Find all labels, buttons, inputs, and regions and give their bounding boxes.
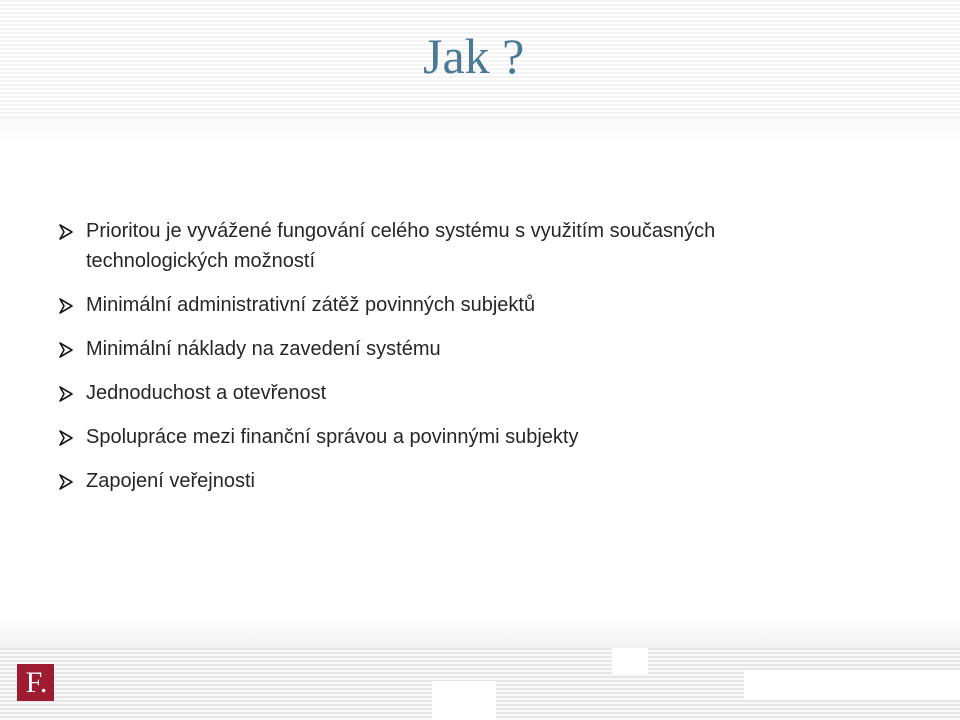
footer-block — [744, 670, 960, 700]
list-item — [58, 422, 918, 452]
footer-block — [612, 648, 648, 674]
arrowhead-bullet-icon — [58, 474, 74, 490]
arrowhead-bullet-icon — [58, 430, 74, 446]
bullet-text: Minimální náklady na zavedení systému — [86, 338, 441, 360]
list-item — [58, 290, 918, 320]
bullet-text: Zapojení veřejnosti — [86, 470, 255, 492]
footer-block — [432, 681, 496, 720]
bullet-text: Spolupráce mezi finanční správou a povinnými subjekty — [86, 426, 579, 448]
arrowhead-bullet-icon — [58, 386, 74, 402]
bullet-text: Jednoduchost a otevřenost — [86, 382, 327, 404]
list-item — [58, 378, 918, 408]
list-item — [58, 334, 918, 364]
list-item — [58, 466, 918, 496]
bullet-text: Minimální administrativní zátěž povinných subjektů — [86, 294, 536, 316]
slide-title: Jak ? — [423, 28, 525, 84]
bullet-list — [58, 216, 918, 510]
footer-fade — [0, 620, 960, 648]
logo-text: F. — [25, 666, 48, 699]
header-fade — [0, 118, 960, 142]
list-item — [58, 216, 918, 276]
arrowhead-bullet-icon — [58, 224, 74, 240]
logo — [17, 664, 54, 701]
bullet-text: Prioritou je vyvážené fungování celého systému s využitím současných technologických možností — [86, 220, 716, 272]
arrowhead-bullet-icon — [58, 342, 74, 358]
arrowhead-bullet-icon — [58, 298, 74, 314]
